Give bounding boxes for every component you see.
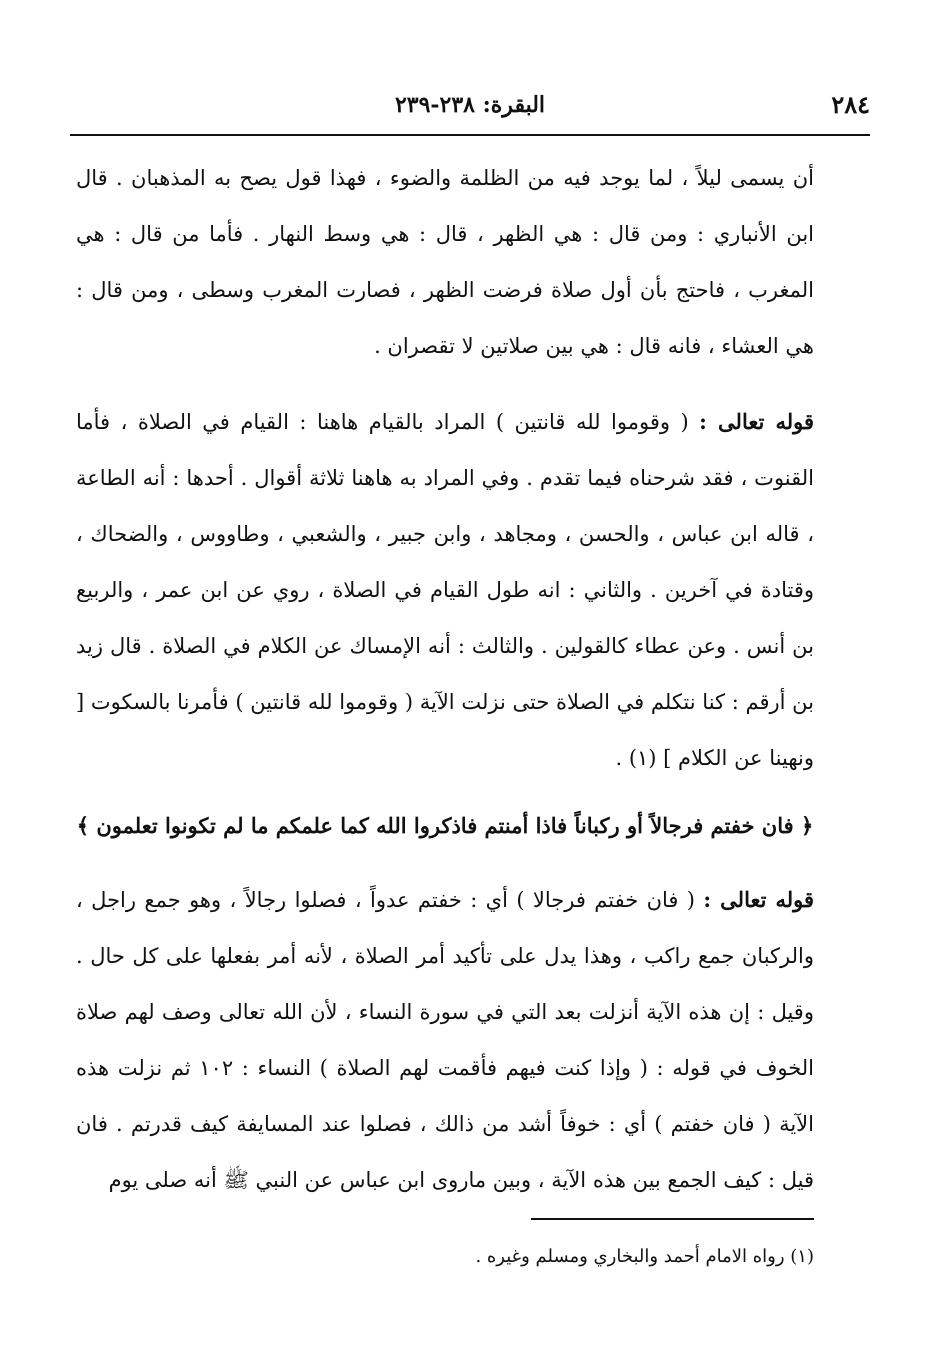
page-header [70,86,870,126]
page-number: ٢٨٤ [831,90,870,119]
paragraph-3 [76,872,814,1208]
paragraph-2-lead: قوله تعالى : [699,409,814,434]
footnote: (١) رواه الامام أحمد والبخاري ومسلم وغيره . [475,1246,814,1267]
paragraph-3-lead: قوله تعالى : [703,887,814,912]
paragraph-3-text: ( فان خفتم فرجالا ) أي : خفتم عدواً ، فصلوا رجالاً ، وهو جمع راجل ، والركبان جمع راكب ، وهذا يدل على تأكيد أمر الصلاة ، لأنه أمر بفعلها على كل حال . وقيل : إن هذه الآية أنزلت بعد التي في سورة النساء ، لأن الله تعالى وصف لهم صلاة الخوف في قوله : ( وإذا كنت فيهم فأقمت لهم الصلاة ) النساء : ١٠٢ ثم نزلت هذه الآية ( فان خفتم ) أي : خوفاً أشد من ذالك ، فصلوا عند المسايفة كيف قدرتم . فان قيل : كيف الجمع بين هذه الآية ، وبين ماروى ابن عباس عن النبي ﷺ أنه صلى يوم [76,888,814,1192]
paragraph-2 [76,394,814,786]
paragraph-1-text: أن يسمى ليلاً ، لما يوجد فيه من الظلمة والضوء ، فهذا قول يصح به المذهبان . قال ابن الأنباري : ومن قال : هي الظهر ، قال : هي وسط النهار . فأما من قال : هي المغرب ، فاحتج بأن أول صلاة فرضت الظهر ، فصارت المغرب وسطى ، ومن قال : هي العشاء ، فانه قال : هي بين صلاتين لا تقصران . [76,166,814,358]
header-rule [70,134,870,136]
quran-verse: ﴿ فان خفتم فرجالاً أو ركباناً فاذا أمنتم فاذكروا الله كما علمكم ما لم تكونوا تعلمون ﴾ [76,813,814,838]
footnote-rule [531,1218,814,1220]
paragraph-gap [76,374,814,394]
running-title: البقرة: ٢٣٨-٢٣٩ [394,92,546,118]
paragraph-2-text: ( وقوموا لله قانتين ) المراد بالقيام هاهنا : القيام في الصلاة ، فأما القنوت ، فقد شرحناه فيما تقدم . وفي المراد به هاهنا ثلاثة أقوال . أحدها : أنه الطاعة ، قاله ابن عباس ، والحسن ، ومجاهد ، وابن جبير ، والشعبي ، وطاووس ، والضحاك ، وقتادة في آخرين . والثاني : انه طول القيام في الصلاة ، روي عن ابن عمر ، والربيع بن أنس . وعن عطاء كالقولين . والثالث : أنه الإمساك عن الكلام في الصلاة . قال زيد بن أرقم : كنا نتكلم في الصلاة حتى نزلت الآية ( وقوموا لله قانتين ) فأمرنا بالسكوت [ ونهينا عن الكلام ] (١) . [76,410,814,770]
paragraph-1 [76,150,814,374]
page-body [76,150,814,1208]
